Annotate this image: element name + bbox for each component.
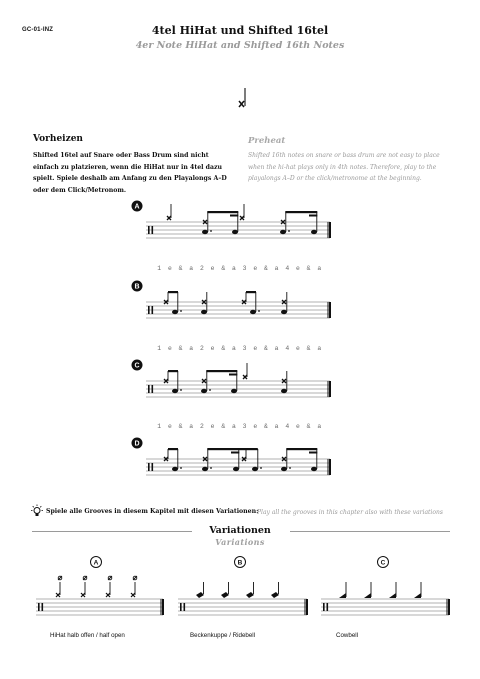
hihat-quarter-note-symbol bbox=[232, 86, 252, 112]
variation-b-caption: Beckenkuppe / Ridebell bbox=[190, 632, 256, 639]
warmup-heading-de: Vorheizen bbox=[33, 134, 83, 144]
warmup-text-en: Shifted 16th notes on snare or bass drum are not easy to place when the hi-hat plays only in 4th notes. Therefore, play to the playalongs A–D or the click/metronome at the beginning. bbox=[248, 152, 440, 183]
variation-c-label: C bbox=[380, 559, 386, 567]
groove-c-label: C bbox=[134, 362, 140, 370]
groove-d-label: D bbox=[134, 440, 140, 448]
page-title: 4tel HiHat und Shifted 16tel bbox=[151, 24, 329, 37]
variation-b-label: B bbox=[237, 559, 243, 567]
tip-text-en: Play all the grooves in this chapter also with these variations bbox=[257, 509, 443, 516]
groove-c-counting: 1 e & a 2 e & a 3 e & a 4 e & a bbox=[157, 423, 323, 430]
variations-subtitle: Variations bbox=[215, 537, 265, 547]
page-subtitle: 4er Note HiHat and Shifted 16th Notes bbox=[135, 40, 345, 51]
groove-b-notation bbox=[0, 276, 480, 326]
variation-a-notation bbox=[0, 552, 170, 622]
groove-a-notation bbox=[0, 196, 480, 246]
variation-b-notation bbox=[170, 552, 320, 622]
variations-title: Variationen bbox=[209, 525, 271, 536]
groove-c-notation bbox=[0, 355, 480, 405]
groove-b-label: B bbox=[134, 283, 140, 291]
variation-a-caption: HiHat halb offen / half open bbox=[50, 632, 125, 639]
variation-c-caption: Cowbell bbox=[336, 632, 359, 639]
groove-a-counting: 1 e & a 2 e & a 3 e & a 4 e & a bbox=[157, 265, 323, 272]
groove-a-label: A bbox=[134, 203, 140, 211]
groove-d-notation bbox=[0, 433, 480, 483]
document-code: GC-01-INZ bbox=[22, 27, 54, 33]
variation-c-notation bbox=[315, 552, 465, 622]
warmup-text-de: Shifted 16tel auf Snare oder Bass Drum sind nicht einfach zu platzieren, wenn die HiHat nur in 4tel dazu spielt. Spiele deshalb am Anfang zu den Playalongs A–D oder dem Click/Metronom. bbox=[33, 152, 227, 194]
lightbulb-icon bbox=[30, 504, 44, 518]
warmup-heading-en: Preheat bbox=[248, 136, 286, 146]
groove-b-counting: 1 e & a 2 e & a 3 e & a 4 e & a bbox=[157, 345, 323, 352]
variation-a-label: A bbox=[93, 559, 99, 567]
tip-text-de: Spiele alle Grooves in diesem Kapitel mit diesen Variationen: bbox=[46, 508, 259, 515]
